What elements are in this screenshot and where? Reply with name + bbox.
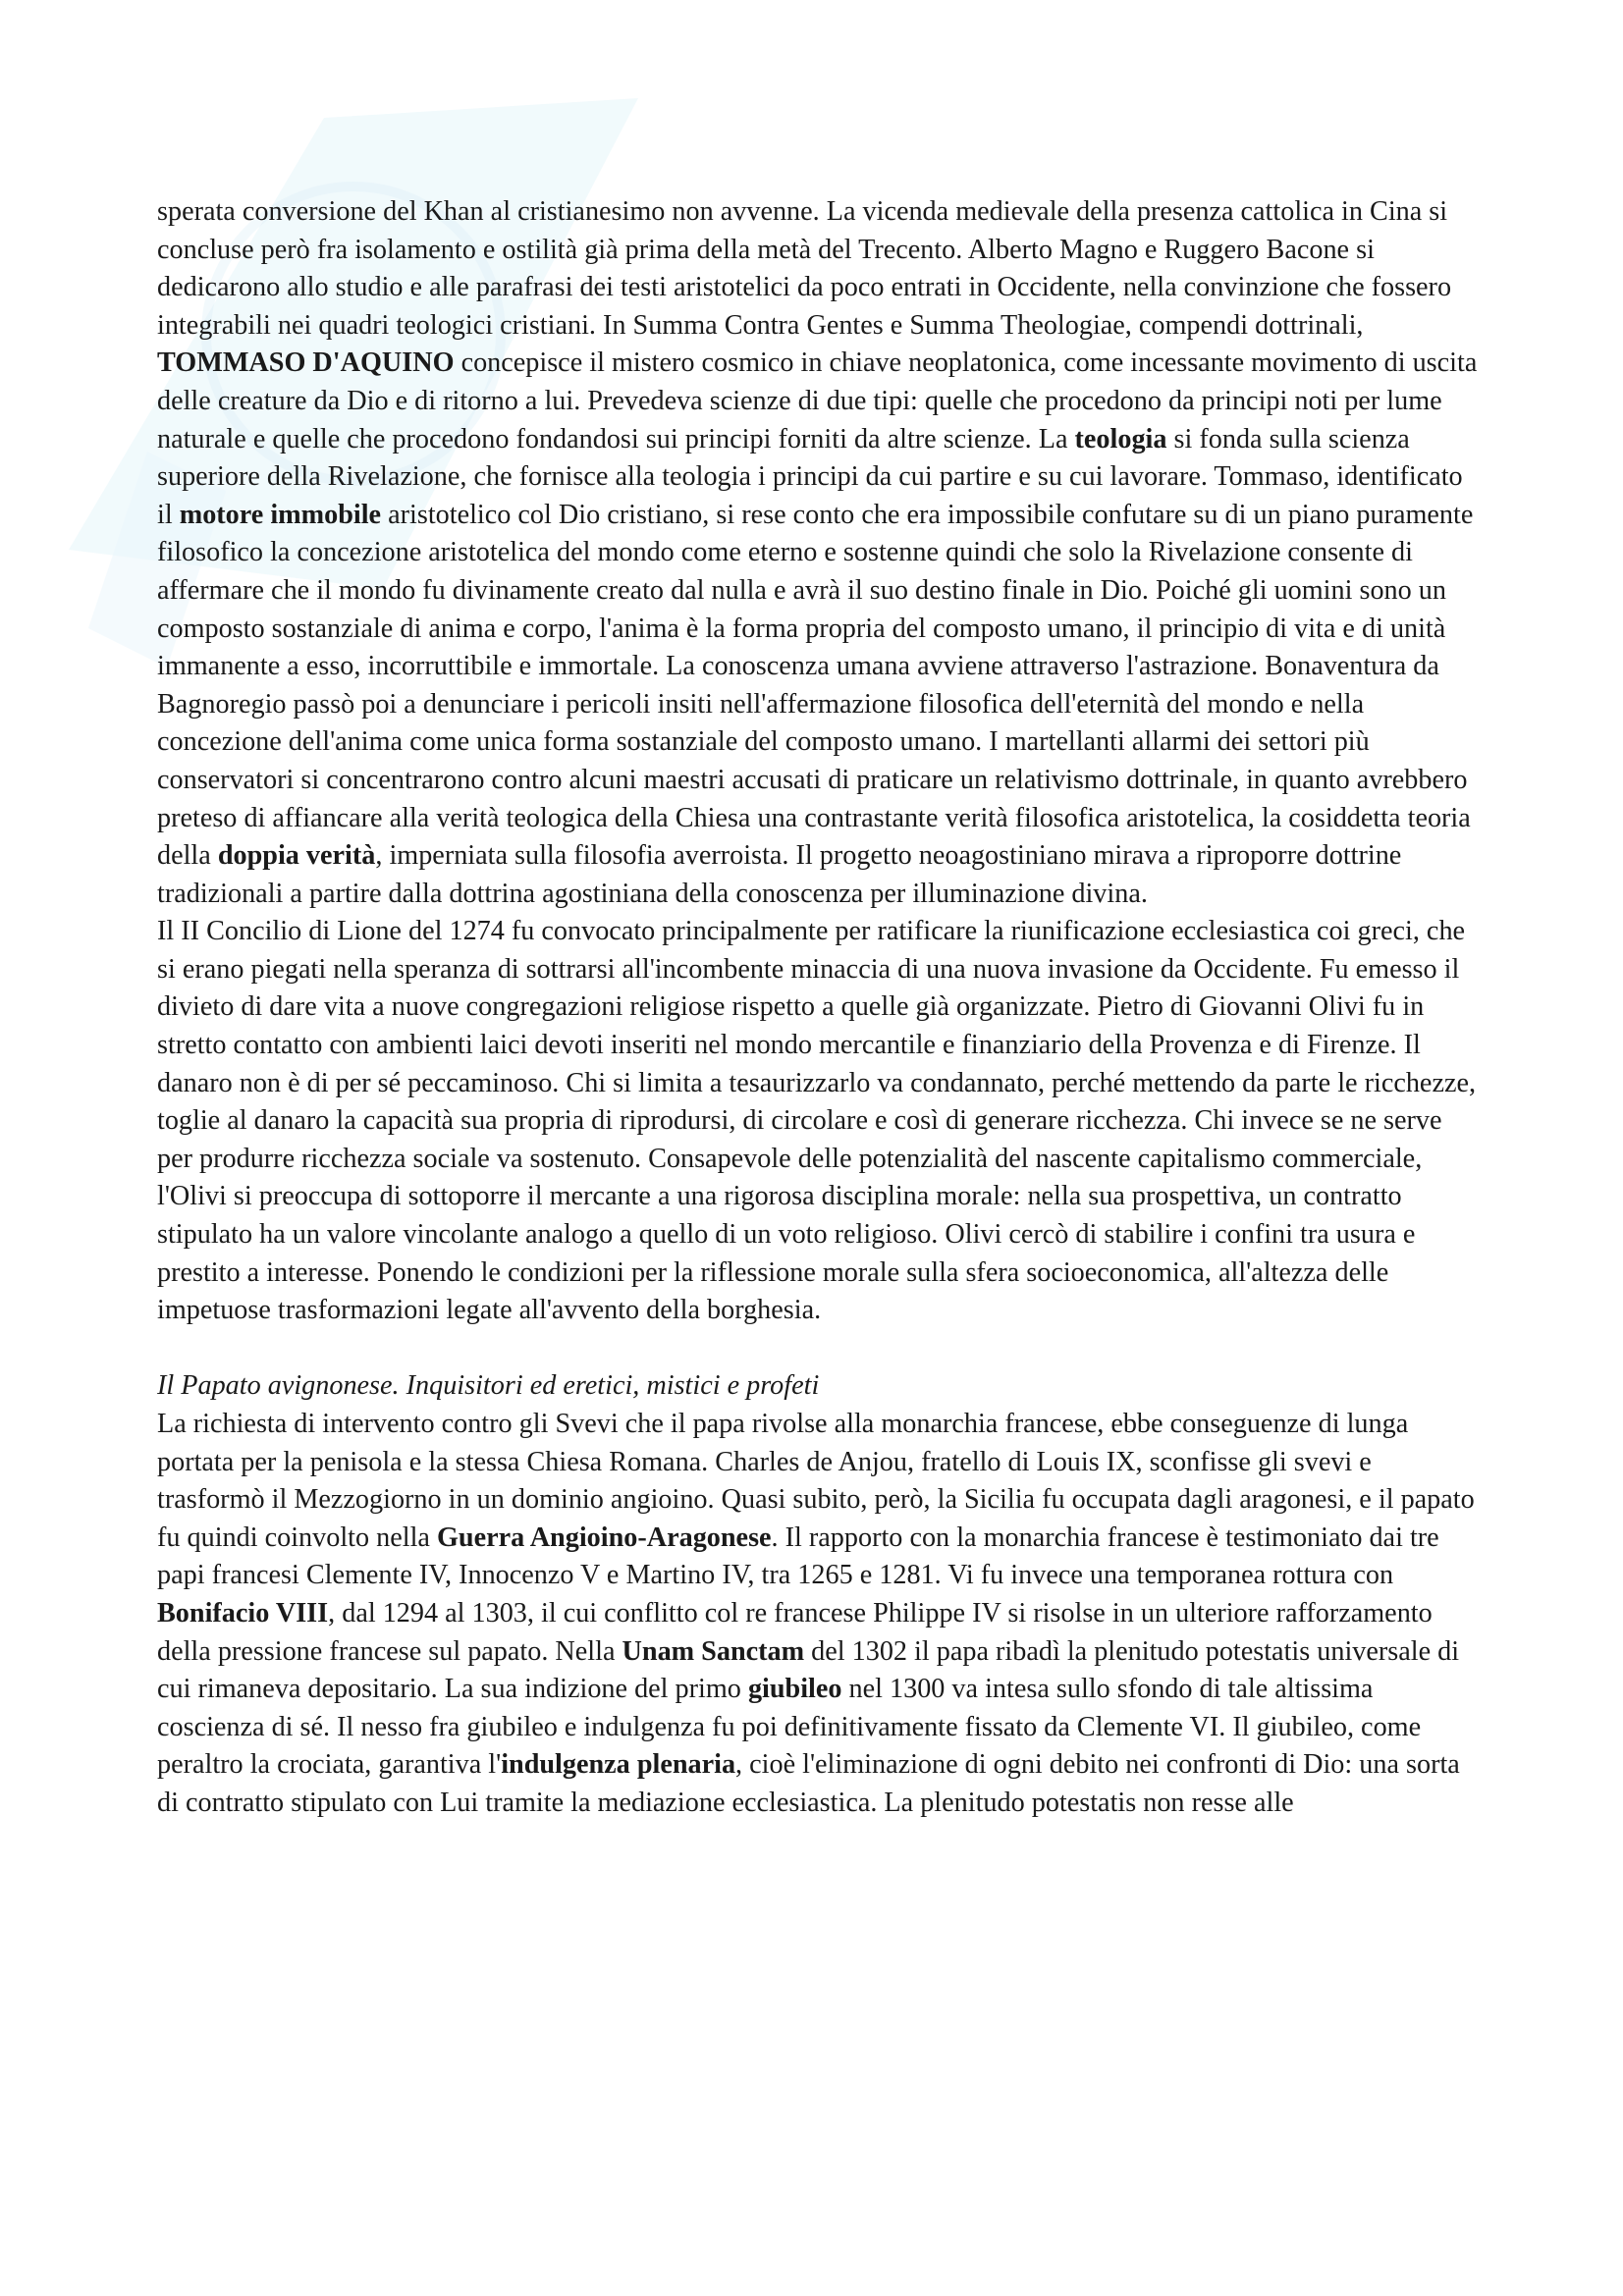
paragraph-avignon-papacy [157, 1406, 1483, 1823]
bold-term: doppia verità [217, 840, 376, 872]
bold-term: motore immobile [179, 499, 382, 530]
bold-term: Unam Sanctam [622, 1635, 805, 1667]
text-run: aristotelico col Dio cristiano, si rese conto che era impossibile confutare su di un piano puramente filosofico la concezione aristotelica del mondo come eterno e sostenne quindi che solo la Rivelazione consente di affermare che il mondo fu divinamente creato dal nulla e avrà il suo destino finale in Dio. Poiché gli uomini sono un composto sostanziale di anima e corpo, l'anima è la forma propria del composto umano, il principio di vita e di unità immanente a esso, incorruttibile e immortale. La conoscenza umana avviene attraverso l'astrazione. Bonaventura da Bagnoregio passò poi a denunciare i pericoli insiti nell'affermazione filosofica dell'eternità del mondo e nella concezione dell'anima come unica forma sostanziale del composto umano. I martellanti allarmi dei settori più conservatori si concentrarono contro alcuni maestri accusati di praticare un relativismo dottrinale, in quanto avrebbero preteso di affiancare alla verità teologica della Chiesa una contrastante verità filosofica aristotelica, la cosiddetta teoria della [157, 499, 1474, 872]
bold-term: Guerra Angioino-Aragonese [436, 1522, 772, 1553]
text-run: , imperniata sulla filosofia averroista. Il progetto neoagostiniano mirava a riproporre dottrine tradizionali a partire dalla dottrina agostiniana della conoscenza per illuminazione divina. [157, 840, 1402, 909]
paragraph-aquinas [157, 193, 1483, 913]
section-heading: Il Papato avignonese. Inquisitori ed eretici, mistici e profeti [157, 1370, 820, 1402]
text-run: La richiesta di intervento contro gli Svevi che il papa rivolse alla monarchia francese, ebbe conseguenze di lunga portata per la penisola e la stessa Chiesa Romana. Charles de Anjou, fratello di Louis IX, sconfisse gli svevi e trasformò il Mezzogiorno in un dominio angioino. Quasi subito, però, la Sicilia fu occupata dagli aragonesi, e il papato fu quindi coinvolto nella [157, 1409, 1475, 1553]
text-run: nel 1300 va intesa sullo sfondo di tale altissima coscienza di sé. Il nesso fra giubileo e indulgenza fu poi definitivamente fissato da Clemente VI. Il giubileo, come peraltro la crociata, garantiva l' [157, 1674, 1422, 1781]
text-run: Il II Concilio di Lione del 1274 fu convocato principalmente per ratificare la riunificazione ecclesiastica coi greci, che si erano piegati nella speranza di sottrarsi all'incombente minaccia di una nuova invasione da Occidente. Fu emesso il divieto di dare vita a nuove congregazioni religiose rispetto a quelle già organizzate. Pietro di Giovanni Olivi fu in stretto contatto con ambienti laici devoti inseriti nel mondo mercantile e finanziario della Provenza e di Firenze. Il danaro non è di per sé peccaminoso. Chi si limita a tesaurizzarlo va condannato, perché mettendo da parte le ricchezze, toglie al danaro la capacità sua propria di riprodursi, di circolare e così di generare ricchezza. Chi invece se ne serve per produrre ricchezza sociale va sostenuto. Consapevole delle potenzialità del nascente capitalismo commerciale, l'Olivi si preoccupa di sottoporre il mercante a una rigorosa disciplina morale: nella sua prospettiva, un contratto stipulato ha un valore vincolante analogo a quello di un voto religioso. Olivi cercò di stabilire i confini tra usura e prestito a interesse. Ponendo le condizioni per la riflessione morale sulla sfera socioeconomica, all'altezza delle impetuose trasformazioni legate all'avvento della borghesia. [157, 916, 1477, 1326]
text-run: . Il rapporto con la monarchia francese è testimoniato dai tre papi francesi Clemente IV, Innocenzo V e Martino IV, tra 1265 e 1281. Vi fu invece una temporanea rottura con [157, 1522, 1439, 1591]
bold-term: teologia [1074, 423, 1167, 454]
bold-term: TOMMASO D'AQUINO [157, 347, 455, 379]
bold-term: indulgenza plenaria [501, 1749, 736, 1781]
text-run: del 1302 il papa ribadì la plenitudo potestatis universale di cui rimaneva depositario. La sua indizione del primo [157, 1635, 1460, 1705]
bold-term: Bonifacio VIII [157, 1597, 329, 1629]
bold-term: giubileo [747, 1674, 842, 1705]
paragraph-lyon-council [157, 913, 1483, 1330]
text-run: concepisce il mistero cosmico in chiave neoplatonica, come incessante movimento di uscita delle creature da Dio e di ritorno a lui. Prevedeva scienze di due tipi: quelle che procedono da principi noti per lume naturale e quelle che procedono fondandosi sui principi forniti da altre scienze. La [157, 347, 1478, 454]
document-body [157, 193, 1483, 1823]
text-run: , cioè l'eliminazione di ogni debito nei confronti di Dio: una sorta di contratto stipulato con Lui tramite la mediazione ecclesiastica. La plenitudo potestatis non resse alle [157, 1749, 1460, 1818]
text-run: , dal 1294 al 1303, il cui conflitto col re francese Philippe IV si risolse in un ulteriore rafforzamento della pressione francese sul papato. Nella [157, 1597, 1433, 1667]
text-run: si fonda sulla scienza superiore della Rivelazione, che fornisce alla teologia i principi da cui partire e su cui lavorare. Tommaso, identificato il [157, 423, 1463, 530]
text-run: sperata conversione del Khan al cristianesimo non avvenne. La vicenda medievale della presenza cattolica in Cina si concluse però fra isolamento e ostilità già prima della metà del Trecento. Alberto Magno e Ruggero Bacone si dedicarono allo studio e alle parafrasi dei testi aristotelici da poco entrati in Occidente, nella convinzione che fossero integrabili nei quadri teologici cristiani. In Summa Contra Gentes e Summa Theologiae, compendi dottrinali, [157, 196, 1452, 341]
